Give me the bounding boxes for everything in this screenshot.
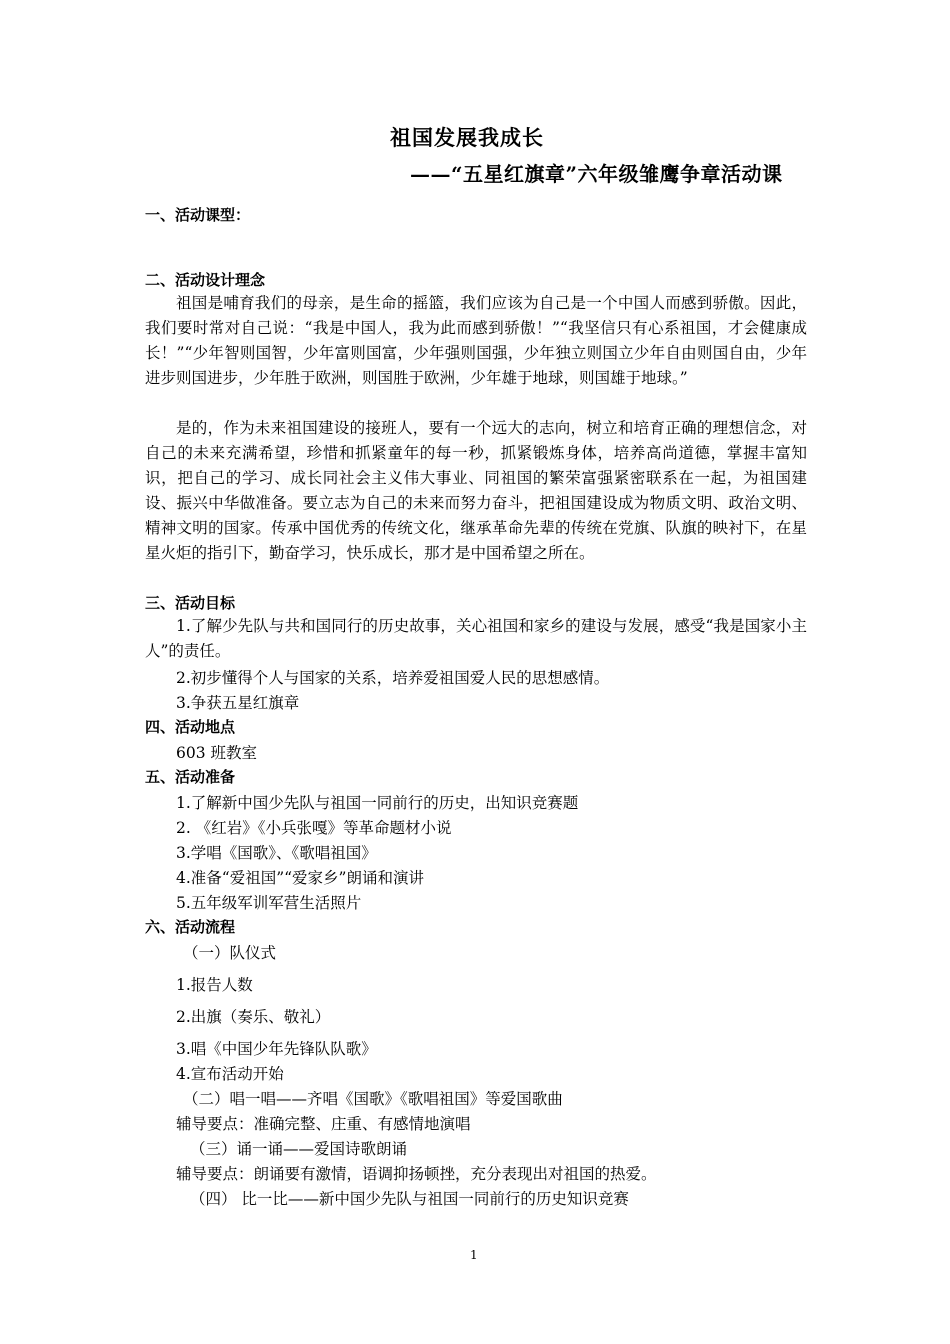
section-6-step-2: 2.出旗（奏乐、敬礼）	[176, 1008, 331, 1026]
document-subtitle: ——“五星红旗章”六年级雏鹰争章活动课	[410, 162, 783, 186]
section-3-heading: 三、活动目标	[145, 594, 236, 612]
section-5-item-5: 5.五年级军训军营生活照片	[176, 894, 362, 912]
section-5-item-1: 1.了解新中国少先队与祖国一同前行的历史，出知识竞赛题	[176, 794, 579, 812]
section-5-item-4: 4.准备“爱祖国”“爱家乡”朗诵和演讲	[176, 869, 424, 887]
section-1-heading: 一、活动课型：	[145, 206, 251, 224]
section-2-heading: 二、活动设计理念	[145, 271, 266, 289]
section-6-step-3: 3.唱《中国少年先锋队队歌》	[176, 1040, 377, 1058]
section-6-heading: 六、活动流程	[145, 918, 236, 936]
section-6-step-4: 4.宣布活动开始	[176, 1065, 284, 1083]
section-6-part-4: （四） 比一比——新中国少先队与祖国一同前行的历史知识竞赛	[190, 1190, 629, 1208]
section-2-paragraph-1: 祖国是哺育我们的母亲，是生命的摇篮，我们应该为自己是一个中国人而感到骄傲。因此，我们要时常对自己说：“我是中国人，我为此而感到骄傲！”“我坚信只有心系祖国，才会健康成长！”“少年智则国智，少年富则国富，少年强则国强，少年独立则国立少年自由则国自由，少年进步则国进步，少年胜于欧洲，则国胜于欧洲，少年雄于地球，则国雄于地球。”	[145, 294, 807, 387]
section-6-tip-3: 辅导要点：朗诵要有激情，语调抑扬顿挫，充分表现出对祖国的热爱。	[176, 1165, 657, 1183]
section-3-item-1: 1.了解少先队与共和国同行的历史故事，关心祖国和家乡的建设与发展，感受“我是国家小主人”的责任。	[145, 617, 807, 660]
section-6-part-3: （三）诵一诵——爱国诗歌朗诵	[190, 1140, 408, 1158]
section-6-part-1: （一）队仪式	[183, 944, 277, 962]
section-5-item-3: 3.学唱《国歌》、《歌唱祖国》	[176, 844, 377, 862]
section-6-tip-2: 辅导要点：准确完整、庄重、有感情地演唱	[176, 1115, 471, 1133]
section-6-part-2: （二）唱一唱——齐唱《国歌》《歌唱祖国》等爱国歌曲	[183, 1090, 563, 1108]
section-4-heading: 四、活动地点	[145, 718, 236, 736]
section-3-item-3: 3.争获五星红旗章	[176, 694, 300, 712]
section-3-item-2: 2.初步懂得个人与国家的关系，培养爱祖国爱人民的思想感情。	[176, 669, 610, 687]
section-5-item-2: 2. 《红岩》《小兵张嘎》等革命题材小说	[176, 819, 452, 837]
page-number: 1	[470, 1248, 478, 1262]
document-title: 祖国发展我成长	[390, 125, 544, 150]
section-2-paragraph-2: 是的，作为未来祖国建设的接班人，要有一个远大的志向，树立和培育正确的理想信念，对自己的未来充满希望，珍惜和抓紧童年的每一秒，抓紧锻炼身体，培养高尚道德，掌握丰富知识，把自己的学习、成长同社会主义伟大事业、同祖国的繁荣富强紧密联系在一起，为祖国建设、振兴中华做准备。要立志为自己的未来而努力奋斗，把祖国建设成为物质文明、政治文明、精神文明的国家。传承中国优秀的传统文化，继承革命先辈的传统在党旗、队旗的映衬下，在星星火炬的指引下，勤奋学习，快乐成长，那才是中国希望之所在。	[145, 419, 807, 562]
section-6-step-1: 1.报告人数	[176, 976, 253, 994]
section-5-heading: 五、活动准备	[145, 768, 236, 786]
section-4-place: 603 班教室	[176, 744, 258, 762]
